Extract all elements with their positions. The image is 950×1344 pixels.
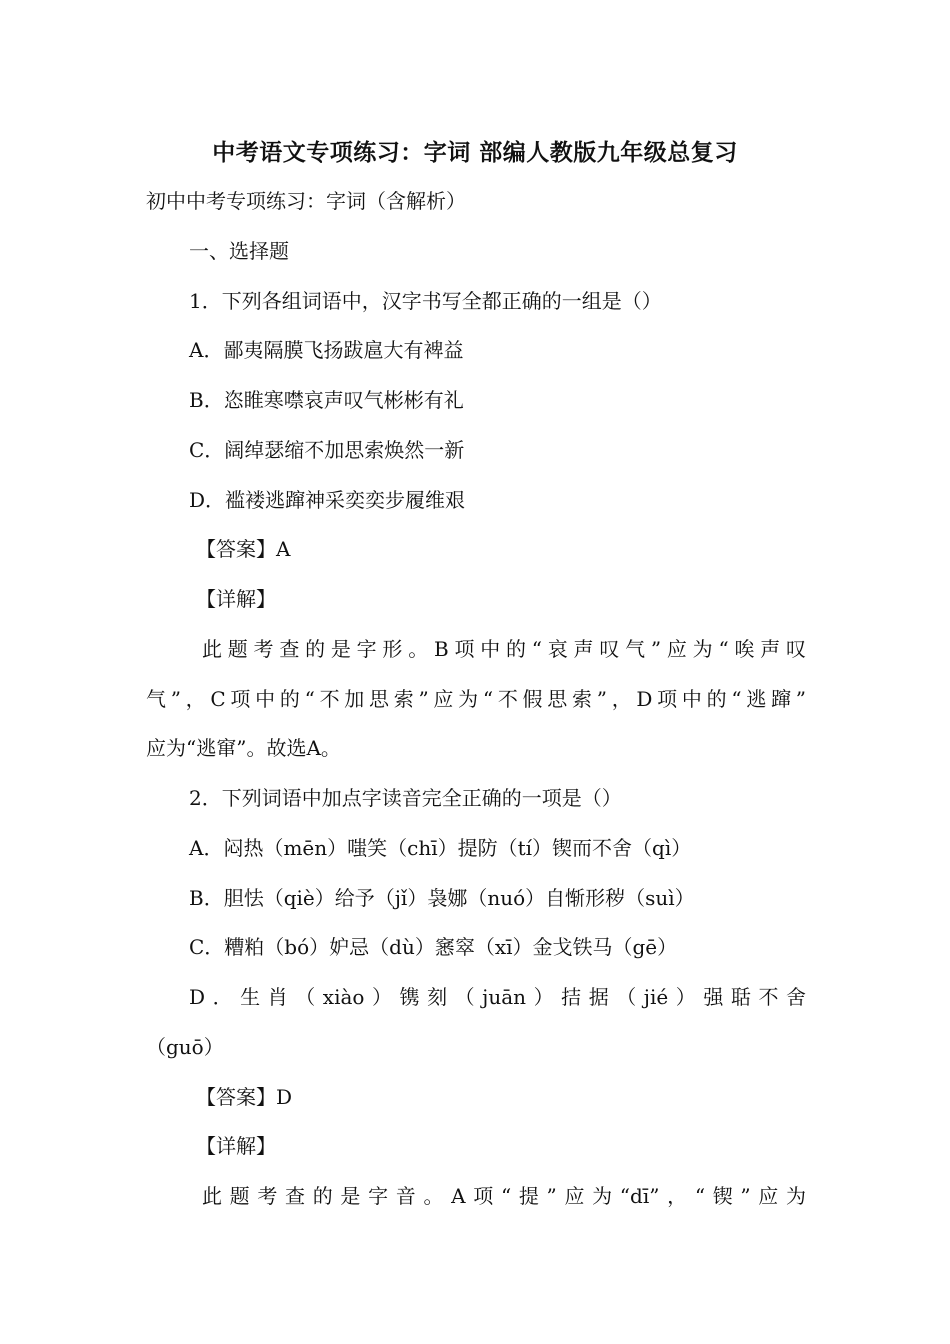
question-1-answer: 【答案】A [196,537,291,561]
question-1-option-a: A．鄙夷隔膜飞扬跋扈大有裨益 [189,338,464,362]
document-title: 中考语文专项练习：字词 部编人教版九年级总复习 [212,140,738,166]
question-2-detail-label: 【详解】 [196,1134,276,1158]
section-heading: 一、选择题 [189,239,289,263]
question-2-option-a: A．闷热（mēn）嗤笑（chī）提防（tí）锲而不舍（qì） [189,836,692,860]
question-2-answer: 【答案】D [196,1085,293,1109]
question-2-explanation-line-1: 此题考查的是字音。A项“提”应为“dī”，“锲”应为 [202,1184,806,1208]
question-2-option-d-continued: （guō） [146,1035,224,1059]
question-1-explanation-line-1: 此题考查的是字形。B项中的“哀声叹气”应为“唉声叹 [202,637,806,661]
question-1-detail-label: 【详解】 [196,587,276,611]
question-2-option-c: C．糟粕（bó）妒忌（dù）窸窣（xī）金戈铁马（gē） [189,935,678,959]
question-1-option-c: C．阔绰瑟缩不加思索焕然一新 [189,438,465,462]
question-2-option-b: B．胆怯（qiè）给予（jǐ）袅娜（nuó）自惭形秽（suì） [189,886,695,910]
question-2-stem: 2．下列词语中加点字读音完全正确的一项是（） [189,786,622,810]
question-1-option-b: B．恣睢寒噤哀声叹气彬彬有礼 [189,388,464,412]
question-1-stem: 1．下列各组词语中，汉字书写全都正确的一组是（） [189,289,662,313]
question-1-explanation-line-2: 气”，C项中的“不加思索”应为“不假思索”，D项中的“逃蹿” [146,687,806,711]
question-1-explanation-line-3: 应为“逃窜”。故选A。 [146,736,341,760]
question-2-option-d: D．生肖（xiào）镌刻（juān）拮据（jié）强聒不舍 [189,985,806,1009]
document-subtitle: 初中中考专项练习：字词（含解析） [146,189,466,213]
question-1-option-d: D．褴褛逃蹿神采奕奕步履维艰 [189,488,466,512]
